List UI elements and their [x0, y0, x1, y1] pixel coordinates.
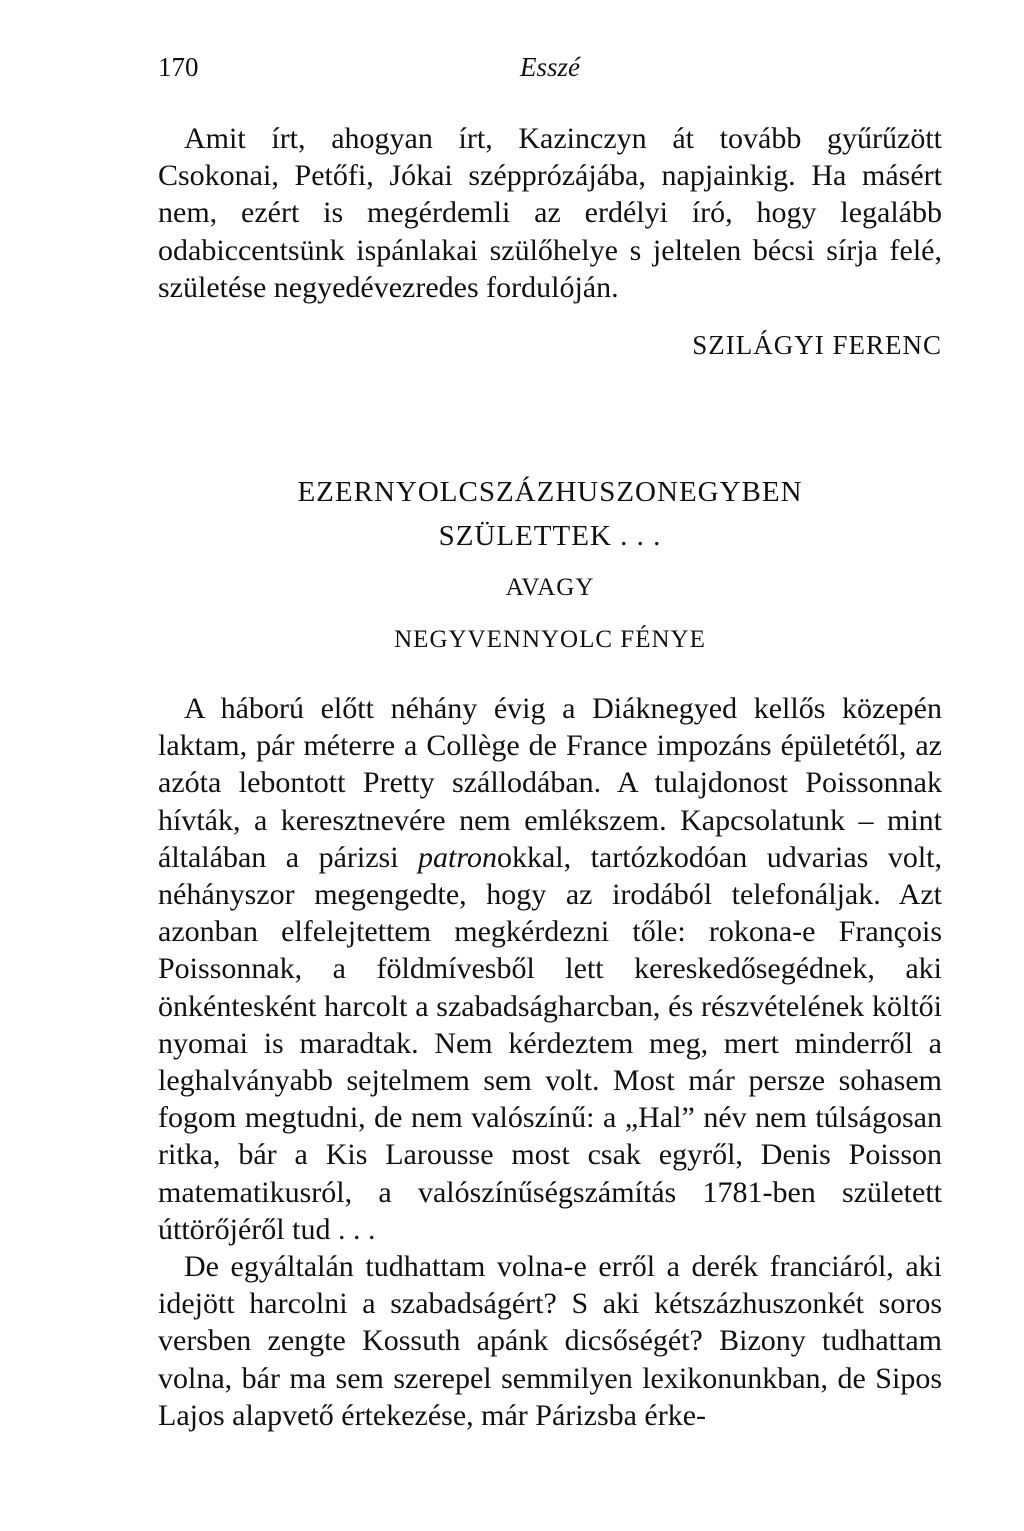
page-number: 170 [158, 52, 199, 82]
essay-body [158, 690, 942, 1434]
section-title: Esszé [520, 52, 580, 82]
closing-paragraph-text: Amit írt, ahogyan írt, Kazinczyn át tovább gyűrűzött Csokonai, Petőfi, Jókai szépprózájába, napjainkig. Ha másért nem, ezért is megérdemli az erdélyi író, hogy legalább odabiccentsünk ispánlakai szülőhelye s jeltelen bécsi sírja felé, születése negyedévezredes fordulóján. [158, 122, 942, 304]
body-paragraph-1 [158, 690, 942, 1248]
author-signature: SZILÁGYI FERENC [692, 330, 942, 360]
body-p1-italic-word: patron [418, 840, 497, 874]
essay-subtitle: NEGYVENNYOLC FÉNYE [394, 626, 706, 653]
essay-title-line2: SZÜLETTEK . . . [438, 520, 662, 552]
body-p1-text-end: okkal, tartózkodóan udvarias volt, néhányszor megengedte, hogy az irodából telefonáljak. Azt azonban elfelejtettem megkérdezni tőle: rokona-e François Poissonnak, a földmívesből lett kereskedősegédnek, aki önkéntesként harcolt a szabadságharcban, és részvételének költői nyomai is maradtak. Nem kérdeztem meg, mert minderről a leghalványabb sejtelmem sem volt. Most már persze sohasem fogom megtudni, de nem valószínű: a „Hal” név nem túlságosan ritka, bár a Kis Larousse most csak egyről, Denis Poisson matematikusról, a valószínűségszámítás 1781-ben született úttörőjéről tud . . . [158, 840, 942, 1246]
body-p1-text-start: A háború előtt néhány évig a Diáknegyed kellős közepén laktam, pár méterre a Collège de France impozáns épületétől, az azóta lebontott Pretty szállodában. A tulajdonost Poissonnak hívták, a keresztnevére nem emlékszem. Kapcsolatunk – mint általában a párizsi [158, 692, 942, 874]
running-head [158, 52, 942, 92]
body-paragraph-2: De egyáltalán tudhattam volna-e erről a derék franciáról, aki idejött harcolni a szabadságért? S aki kétszázhuszonkét soros versben zengte Kossuth apánk dicsőségét? Bizony tudhattam volna, bár ma sem szerepel semmilyen lexikonunkban, de Sipos Lajos alapvető értekezése, már Párizsba érke- [158, 1250, 942, 1432]
closing-paragraph [158, 120, 942, 306]
essay-title-line1: EZERNYOLCSZÁZHUSZONEGYBEN [297, 476, 803, 508]
essay-title-separator: AVAGY [505, 574, 595, 601]
